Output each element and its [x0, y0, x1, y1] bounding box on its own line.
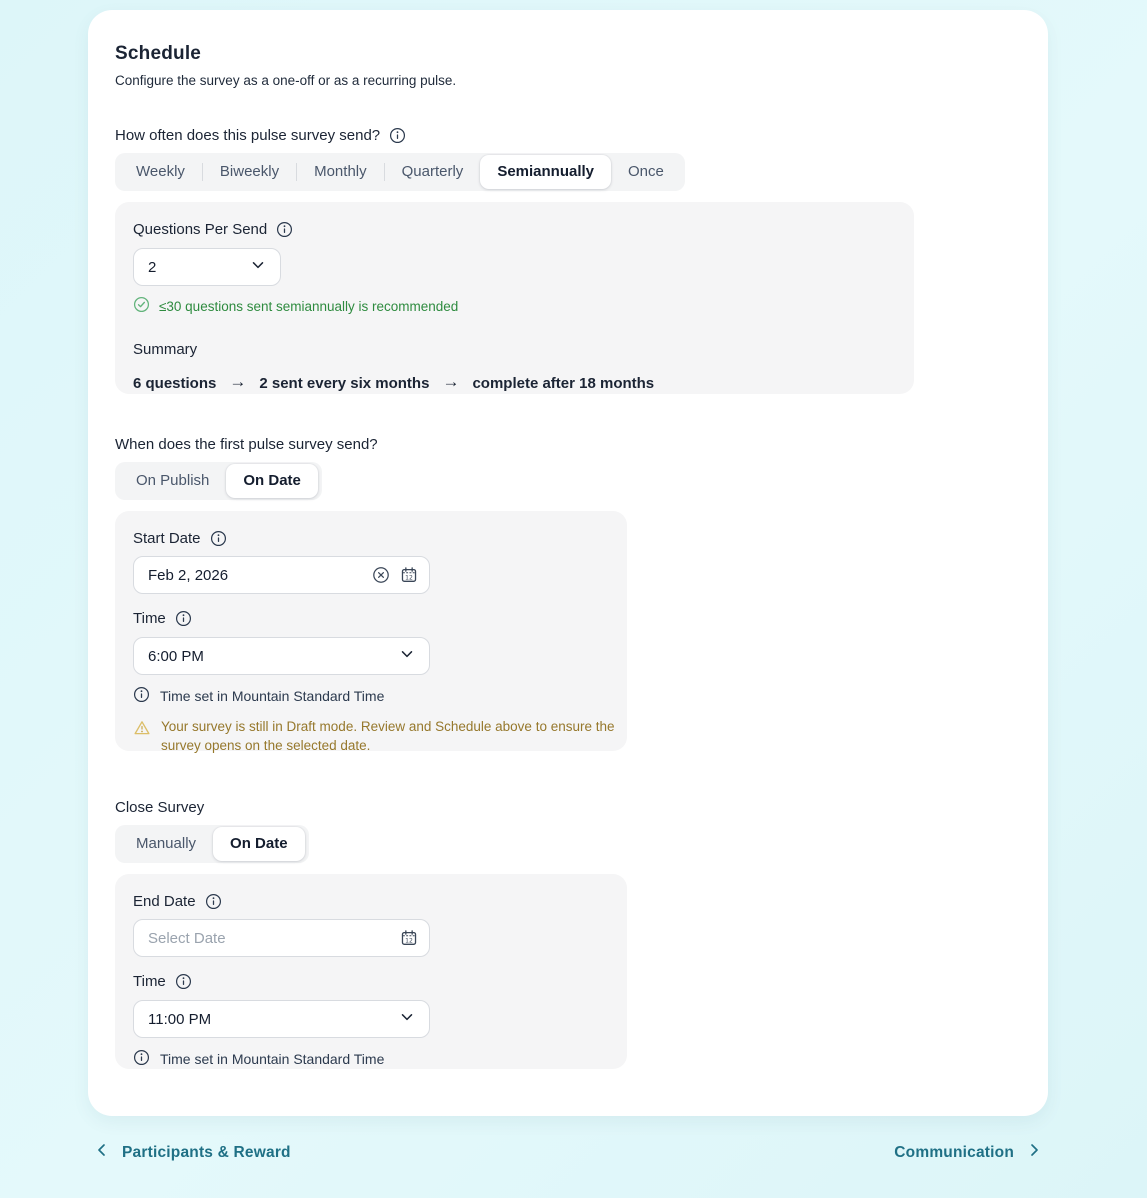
chevron-down-icon — [399, 1009, 415, 1029]
first-send-section — [115, 436, 1021, 751]
svg-text:12: 12 — [405, 937, 413, 945]
start-timezone-note — [133, 686, 609, 706]
end-time-select[interactable] — [133, 1000, 430, 1038]
end-date-field — [133, 919, 430, 957]
tab-weekly[interactable]: Weekly — [136, 163, 185, 180]
tab-manually[interactable]: Manually — [136, 835, 197, 852]
prev-step-link[interactable] — [94, 1142, 291, 1163]
draft-warning — [133, 718, 615, 755]
end-date-icons — [400, 919, 418, 957]
frequency-question-text: How often does this pulse survey send? — [115, 127, 381, 144]
arrow-right-icon: → — [229, 372, 247, 391]
wizard-footer — [88, 1142, 1048, 1163]
tab-monthly[interactable]: Monthly — [314, 163, 367, 180]
close-survey-tabbar — [115, 825, 309, 863]
end-time-value: 11:00 PM — [148, 1010, 212, 1028]
tab-on-publish[interactable]: On Publish — [136, 472, 210, 489]
tab-biweekly[interactable]: Biweekly — [219, 163, 280, 180]
start-date-label — [133, 530, 609, 547]
chevron-down-icon — [399, 646, 415, 666]
page-subtitle: Configure the survey as a one-off or as a recurring pulse. — [115, 73, 457, 88]
svg-text:12: 12 — [405, 574, 413, 582]
end-time-label — [133, 973, 609, 990]
summary-step-complete: complete after 18 months — [472, 374, 655, 392]
chevron-left-icon — [94, 1142, 110, 1163]
page-title: Schedule — [115, 43, 202, 64]
info-icon[interactable] — [175, 973, 192, 990]
info-icon[interactable] — [389, 127, 406, 144]
close-survey-section — [115, 799, 1021, 1069]
info-icon[interactable] — [276, 221, 293, 238]
summary-label: Summary — [133, 341, 198, 358]
warning-triangle-icon — [133, 718, 151, 743]
calendar-icon[interactable] — [400, 929, 418, 947]
arrow-right-icon: → — [442, 372, 460, 391]
end-date-panel — [115, 874, 627, 1069]
end-date-label — [133, 893, 609, 910]
chevron-down-icon — [250, 257, 266, 277]
tab-on-date-start[interactable]: On Date — [226, 464, 318, 498]
info-icon[interactable] — [205, 893, 222, 910]
start-date-label-text: Start Date — [133, 530, 201, 547]
tab-quarterly[interactable]: Quarterly — [401, 163, 464, 180]
chevron-right-icon — [1026, 1142, 1042, 1163]
first-send-tabbar — [115, 462, 322, 500]
tab-once[interactable]: Once — [628, 163, 664, 180]
draft-warning-text: Your survey is still in Draft mode. Review and Schedule above to ensure the survey opens on the selected date. — [161, 719, 615, 753]
start-time-select[interactable] — [133, 637, 430, 675]
start-date-panel — [115, 511, 627, 751]
info-icon[interactable] — [210, 530, 227, 547]
schedule-card — [88, 10, 1048, 1116]
calendar-icon[interactable] — [400, 566, 418, 584]
info-icon — [133, 686, 150, 706]
start-time-label — [133, 610, 609, 627]
first-send-question-text: When does the first pulse survey send? — [115, 436, 378, 453]
next-step-label: Communication — [894, 1143, 1014, 1161]
recommendation-note — [133, 296, 896, 316]
prev-step-label: Participants & Reward — [122, 1143, 291, 1161]
frequency-question — [115, 127, 1021, 144]
info-icon — [133, 1049, 150, 1069]
tab-on-date-end[interactable]: On Date — [213, 827, 305, 861]
close-survey-label — [115, 799, 1021, 816]
start-time-label-text: Time — [133, 610, 166, 627]
questions-per-send-select[interactable] — [133, 248, 281, 286]
summary-step-cadence: 2 sent every six months — [259, 374, 430, 392]
questions-per-send-panel — [115, 202, 914, 394]
start-date-field — [133, 556, 430, 594]
frequency-section — [115, 127, 1021, 394]
end-timezone-note — [133, 1049, 609, 1069]
info-icon[interactable] — [175, 610, 192, 627]
summary-step-questions: 6 questions — [133, 374, 217, 392]
end-timezone-text: Time set in Mountain Standard Time — [160, 1051, 385, 1067]
recommendation-text: ≤30 questions sent semiannually is recommended — [159, 298, 459, 314]
end-date-input[interactable] — [133, 919, 430, 957]
start-time-value: 6:00 PM — [148, 647, 204, 665]
next-step-link[interactable] — [894, 1142, 1042, 1163]
frequency-tabbar — [115, 153, 685, 191]
end-time-label-text: Time — [133, 973, 166, 990]
questions-per-send-label-text: Questions Per Send — [133, 221, 268, 238]
questions-per-send-label — [133, 221, 896, 238]
first-send-question — [115, 436, 1021, 453]
end-date-label-text: End Date — [133, 893, 196, 910]
close-survey-label-text: Close Survey — [115, 799, 205, 816]
check-circle-icon — [133, 296, 150, 316]
clear-circle-icon[interactable] — [372, 566, 390, 584]
questions-per-send-value: 2 — [148, 258, 157, 276]
summary-row — [133, 373, 896, 393]
tab-semiannually[interactable]: Semiannually — [480, 155, 611, 189]
start-timezone-text: Time set in Mountain Standard Time — [160, 688, 385, 704]
start-date-icons — [372, 556, 418, 594]
